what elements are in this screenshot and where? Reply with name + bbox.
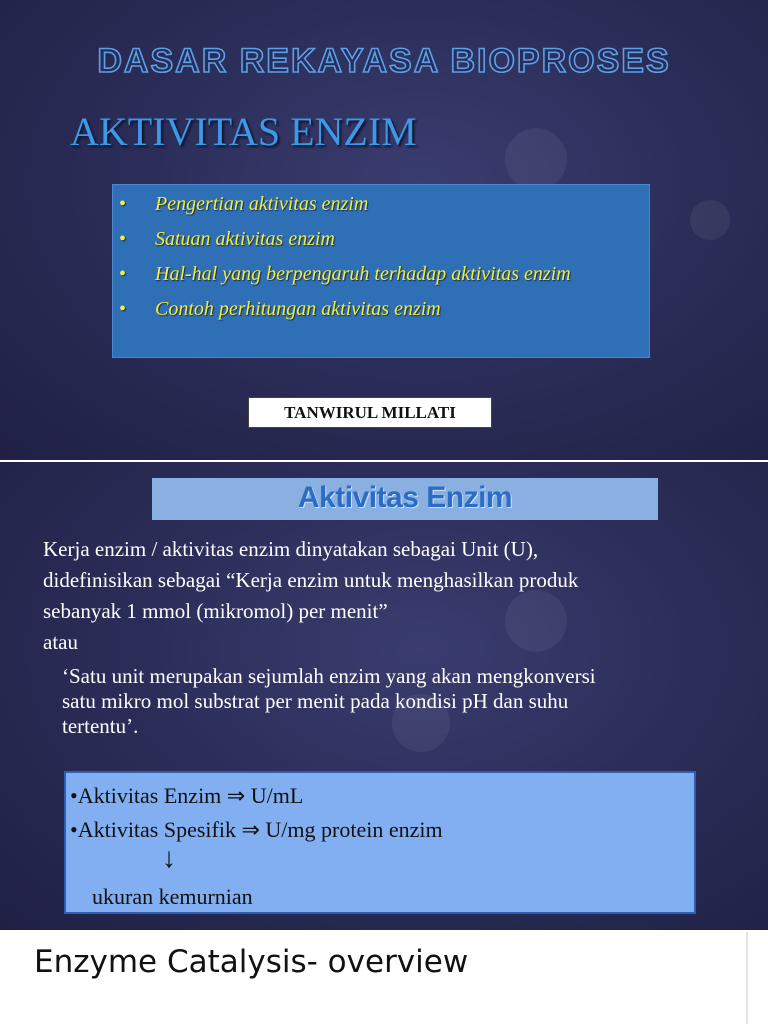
bokeh-decoration [690,200,730,240]
paragraph-line: Kerja enzim / aktivitas enzim dinyatakan sebagai Unit (U), [43,537,539,561]
slide-enzyme-activity [0,462,768,930]
arrow-down-icon: ↓ [162,843,176,874]
unit-row-activity: •Aktivitas Enzim ⇒ U/mL [70,783,304,808]
topic-label: Satuan aktivitas enzim [155,228,335,250]
list-item [113,226,649,252]
bullet-icon: • [119,263,127,285]
bullet-icon: • [119,228,127,250]
quote-line: satu mikro mol substrat per menit pada kondisi pH dan suhu [62,689,569,713]
topics-list [113,185,649,322]
lecture-title: AKTIVITAS ENZIM [70,109,417,154]
bokeh-decoration [505,128,567,190]
course-title: DASAR REKAYASA BIOPROSES [97,42,671,80]
paragraph-line: atau [43,630,78,654]
definition-paragraph [43,534,743,658]
units-box [64,771,696,914]
topics-box [112,184,650,358]
unit-definition-quote [62,664,742,739]
slide-enzyme-catalysis [0,932,748,1024]
quote-line: ‘Satu unit merupakan sejumlah enzim yang akan mengkonversi [62,664,596,688]
bullet-icon: • [119,193,127,215]
author-name: TANWIRUL MILLATI [248,397,492,428]
paragraph-line: didefinisikan sebagai “Kerja enzim untuk menghasilkan produk [43,568,579,592]
list-item [113,191,649,217]
topic-label: Pengertian aktivitas enzim [155,193,369,215]
slide-heading: Aktivitas Enzim [152,478,658,520]
quote-line: tertentu’. [62,714,139,738]
purity-label: ukuran kemurnian [92,884,253,909]
topic-label: Hal-hal yang berpengaruh terhadap aktivitas enzim [155,263,571,285]
topic-label: Contoh perhitungan aktivitas enzim [155,298,441,320]
list-item [113,296,649,322]
unit-row-specific-activity: •Aktivitas Spesifik ⇒ U/mg protein enzim [70,817,443,842]
slide-heading: Enzyme Catalysis- overview [34,944,469,980]
bullet-icon: • [119,298,127,320]
slide-title [0,0,768,460]
paragraph-line: sebanyak 1 mmol (mikromol) per menit” [43,599,388,623]
list-item [113,261,649,287]
